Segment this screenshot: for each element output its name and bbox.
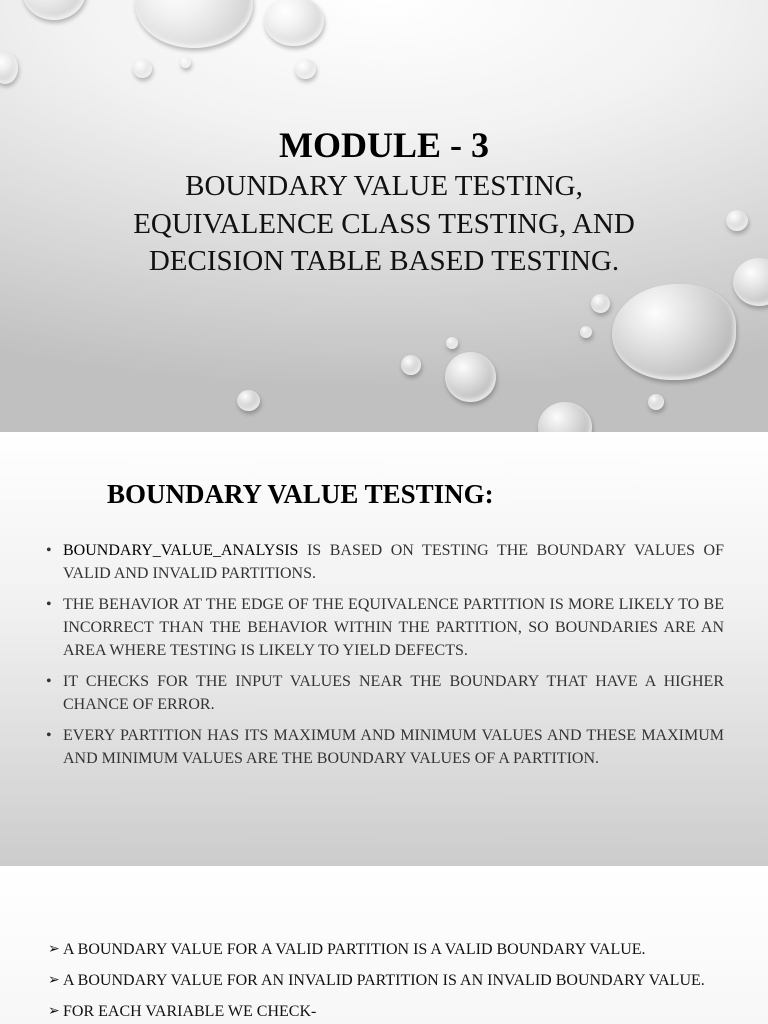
water-drop-decoration: [22, 0, 86, 20]
list-item-text: A BOUNDARY VALUE FOR AN INVALID PARTITION IS AN INVALID BOUNDARY VALUE.: [63, 972, 705, 989]
bullet-icon: •: [46, 542, 52, 559]
water-drop-decoration: [264, 0, 324, 46]
arrow-bullet-icon: ➢: [48, 941, 60, 957]
arrow-bullet-icon: ➢: [48, 1003, 60, 1019]
list-item-text: IT CHECKS FOR THE INPUT VALUES NEAR THE BOUNDARY THAT HAVE A HIGHER CHANCE OF ERROR.: [63, 673, 724, 713]
arrow-bullet-icon: ➢: [48, 972, 60, 988]
water-drop-decoration: [446, 337, 458, 349]
list-item: [46, 724, 724, 770]
water-drop-decoration: [726, 210, 748, 231]
list-item: [46, 539, 724, 585]
module-title: MODULE - 3: [279, 125, 489, 165]
subtitle-line: BOUNDARY VALUE TESTING,: [185, 170, 583, 202]
subtitle-line: DECISION TABLE BASED TESTING.: [148, 245, 620, 277]
water-drop-decoration: [135, 0, 253, 48]
list-item-text: EVERY PARTITION HAS ITS MAXIMUM AND MINIMUM VALUES AND THESE MAXIMUM AND MINIMUM VALUES ARE THE BOUNDARY VALUES OF A PARTITION.: [63, 727, 724, 767]
water-drop-decoration: [401, 355, 421, 375]
module-subtitle: [60, 168, 708, 281]
list-item-text: IS BASED ON TESTING THE BOUNDARY VALUES OF VALID AND INVALID PARTITIONS.: [63, 542, 724, 582]
water-drop-decoration: [133, 59, 152, 78]
bullet-icon: •: [46, 596, 52, 613]
water-drop-decoration: [591, 294, 610, 313]
list-item: [48, 934, 748, 965]
slide-boundary-values: [0, 866, 768, 1024]
key-term: BOUNDARY_VALUE_ANALYSIS: [63, 542, 299, 559]
slide-title: [0, 0, 768, 432]
slide-boundary-value-testing: [0, 432, 768, 866]
water-drop-decoration: [580, 326, 592, 338]
water-drop-decoration: [237, 390, 260, 411]
list-item-text: THE BEHAVIOR AT THE EDGE OF THE EQUIVALENCE PARTITION IS MORE LIKELY TO BE INCORRECT THAN THE BEHAVIOR WITHIN THE PARTITION, SO BOUNDARIES ARE AN AREA WHERE TESTING IS LIKELY TO YIELD DEFECTS.: [63, 596, 724, 659]
bullet-list: [46, 539, 724, 778]
water-drop-decoration: [0, 52, 18, 84]
list-item: [48, 996, 748, 1024]
water-drop-decoration: [733, 258, 768, 306]
list-item-text: A BOUNDARY VALUE FOR A VALID PARTITION IS A VALID BOUNDARY VALUE.: [63, 941, 646, 958]
section-heading: BOUNDARY VALUE TESTING:: [107, 479, 494, 509]
list-item: [48, 965, 748, 996]
bullet-icon: •: [46, 673, 52, 690]
list-item: [46, 593, 724, 662]
list-item: [46, 670, 724, 716]
arrow-list: [48, 934, 748, 1024]
water-drop-decoration: [445, 352, 496, 402]
water-drop-decoration: [538, 402, 592, 432]
water-drop-decoration: [648, 394, 664, 410]
water-drop-decoration: [295, 59, 316, 79]
list-item-text: FOR EACH VARIABLE WE CHECK-: [63, 1003, 317, 1020]
subtitle-line: EQUIVALENCE CLASS TESTING, AND: [133, 207, 635, 240]
water-drop-decoration: [180, 57, 191, 68]
water-drop-decoration: [612, 284, 736, 380]
bullet-icon: •: [46, 727, 52, 744]
